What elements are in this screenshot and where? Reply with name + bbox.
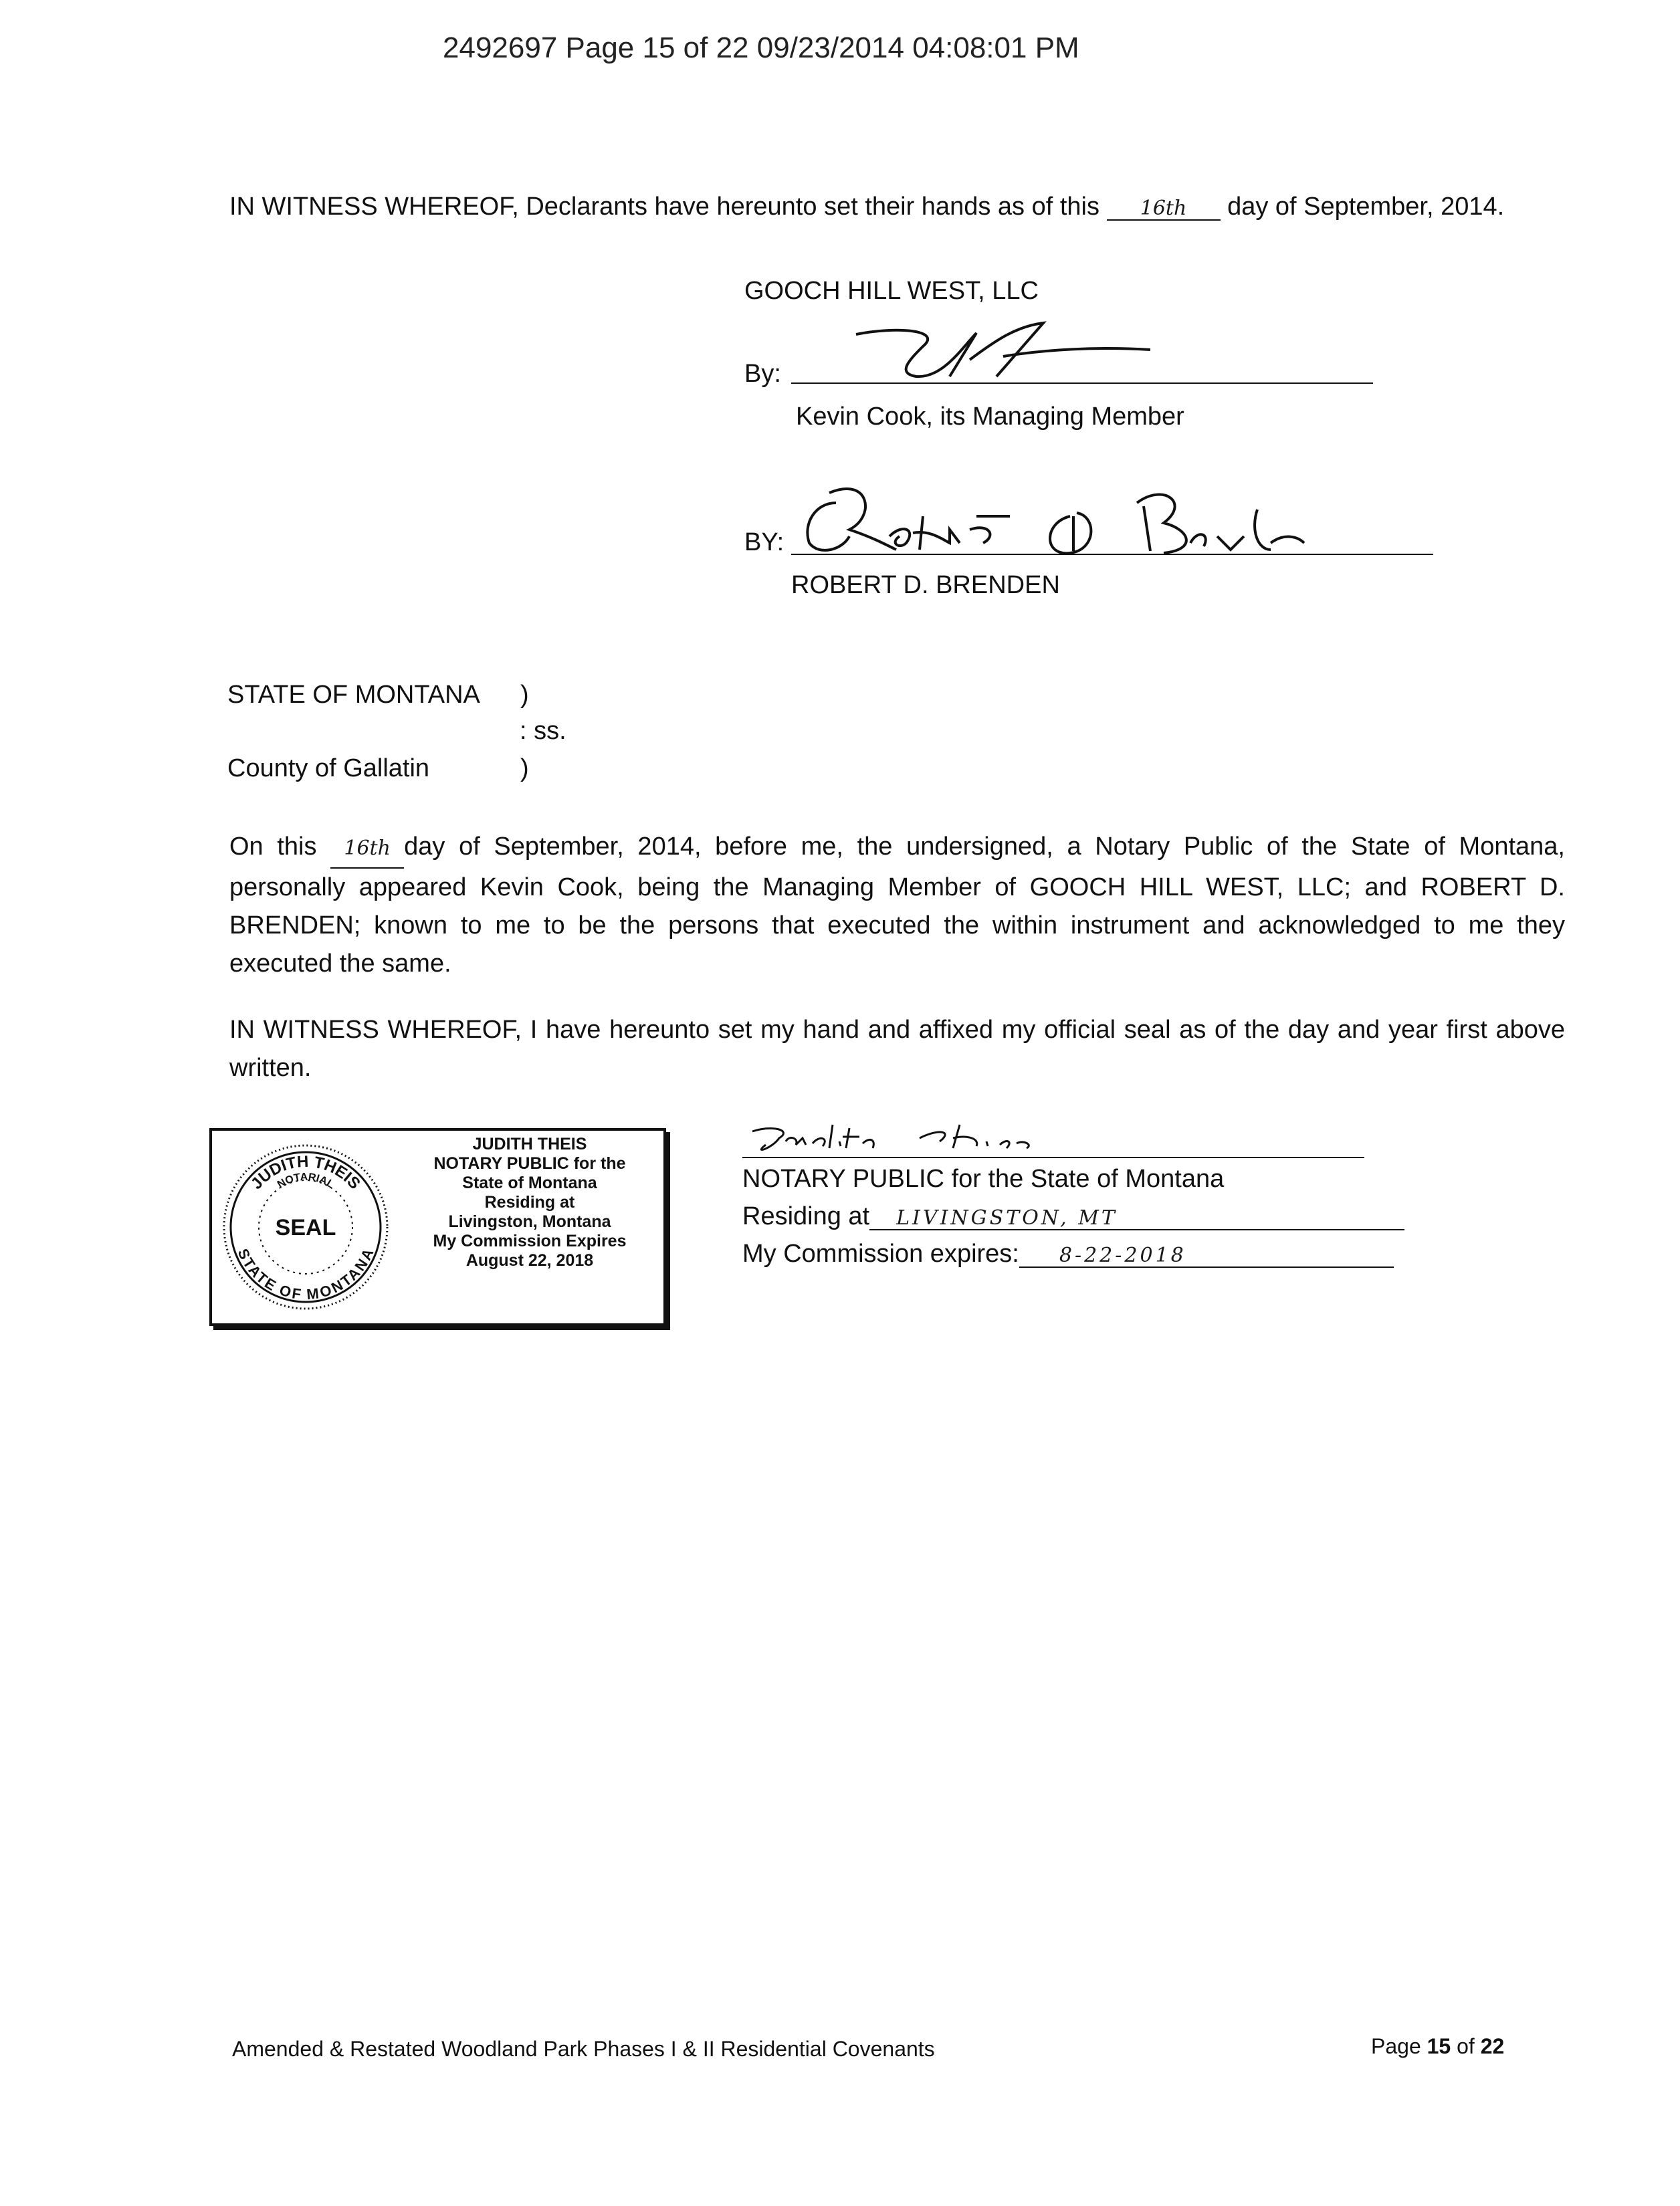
judith-theis-signature <box>739 1118 1087 1158</box>
footer-page-prefix: Page <box>1371 2034 1427 2058</box>
residing-value: LIVINGSTON, MT <box>896 1206 1118 1230</box>
venue-ss: : ss. <box>520 717 566 745</box>
footer-page-of: of <box>1451 2034 1481 2058</box>
kevin-cook-signature <box>843 320 1164 387</box>
footer-page-num: 15 <box>1427 2034 1451 2058</box>
by-label-1: By: <box>744 360 781 388</box>
ack-prefix: On this <box>229 833 317 861</box>
notary-witness-paragraph: IN WITNESS WHEREOF, I have hereunto set my hand and affixed my official seal as of the day and year first above written. <box>229 1016 1565 1082</box>
seal-ring-top: JUDITH THEIS <box>247 1152 364 1193</box>
commission-label: My Commission expires: <box>742 1240 1019 1268</box>
seal-line-2: NOTARY PUBLIC for the <box>433 1154 626 1173</box>
witness-day-handwritten: 16th <box>1140 197 1187 220</box>
seal-center: SEAL <box>275 1215 336 1240</box>
commission-value: 8-22-2018 <box>1059 1244 1186 1267</box>
signer-2-name: ROBERT D. BRENDEN <box>791 571 1060 599</box>
residing-row <box>742 1204 1404 1230</box>
footer-document-title: Amended & Restated Woodland Park Phases I & II Residential Covenants <box>232 2037 935 2061</box>
acknowledgment-paragraph <box>229 828 1565 983</box>
residing-field <box>869 1204 1404 1230</box>
witness-clause <box>229 194 1504 221</box>
venue-paren-1: ) <box>520 681 529 709</box>
seal-notary-name: JUDITH THEIS <box>472 1135 587 1153</box>
company-name: GOOCH HILL WEST, LLC <box>744 277 1039 305</box>
signer-1-name: Kevin Cook, its Managing Member <box>796 403 1184 431</box>
venue-county: County of Gallatin <box>227 754 430 782</box>
seal-line-4: Residing at <box>484 1193 575 1212</box>
notary-seal-stamp <box>209 1128 666 1326</box>
witness-day-field <box>1107 194 1221 221</box>
seal-line-7: August 22, 2018 <box>465 1251 594 1270</box>
commission-row <box>742 1241 1394 1268</box>
seal-ring-bottom: STATE OF MONTANA <box>234 1246 377 1303</box>
notary-seal-emblem <box>219 1140 393 1314</box>
witness-clause-prefix: IN WITNESS WHEREOF, Declarants have hereunto set their hands as of this <box>229 193 1099 221</box>
seal-text-block <box>399 1135 660 1271</box>
venue-state: STATE OF MONTANA <box>227 681 480 709</box>
seal-ring-mid: NOTARIAL <box>276 1171 336 1191</box>
seal-line-5: Livingston, Montana <box>448 1212 611 1231</box>
seal-line-3: State of Montana <box>462 1174 597 1192</box>
notary-title: NOTARY PUBLIC for the State of Montana <box>742 1165 1225 1193</box>
footer-page-total: 22 <box>1480 2034 1505 2058</box>
ack-body: day of September, 2014, before me, the undersigned, a Notary Public of the State of Montana, personally appeared Kevin Cook, being the Managing Member of GOOCH HILL WEST, LLC; and ROBERT D. BRENDEN; known to me to be the persons that executed the within instrument and acknowledged to me they executed the same. <box>229 833 1565 978</box>
robert-brenden-signature <box>789 476 1311 563</box>
recording-stamp: 2492697 Page 15 of 22 09/23/2014 04:08:01 PM <box>443 31 1079 64</box>
footer-page-number <box>1371 2034 1504 2059</box>
residing-label: Residing at <box>742 1202 870 1230</box>
notary-signature-line <box>742 1157 1364 1158</box>
seal-line-6: My Commission Expires <box>433 1232 627 1250</box>
ack-day-field <box>330 828 404 869</box>
commission-field <box>1019 1241 1394 1268</box>
witness-clause-suffix: day of September, 2014. <box>1227 193 1505 221</box>
ack-day-handwritten: 16th <box>344 837 391 860</box>
venue-paren-2: ) <box>520 754 529 782</box>
by-label-2: BY: <box>744 528 784 556</box>
